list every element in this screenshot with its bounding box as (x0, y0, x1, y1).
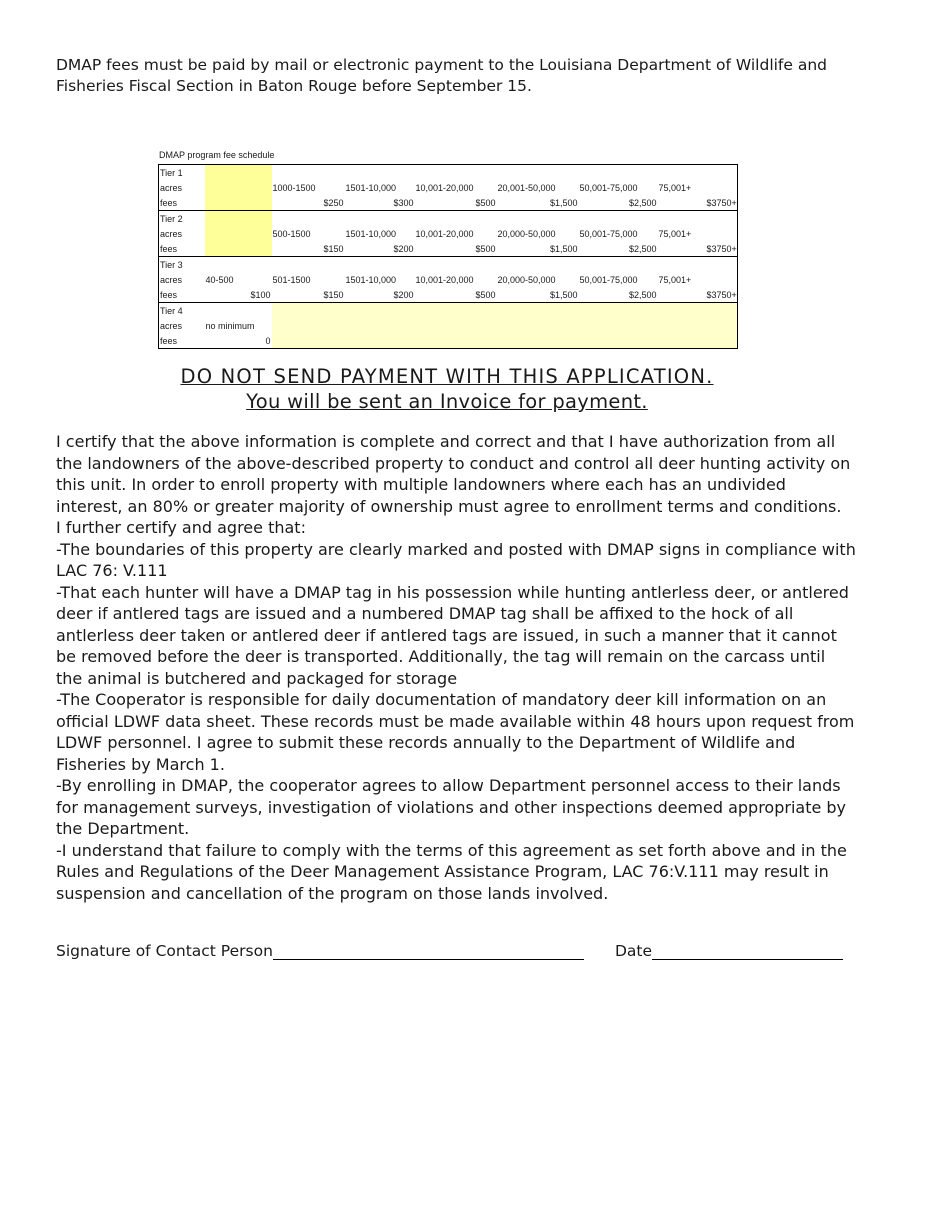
fee-row-tier-2-fees (159, 241, 738, 257)
empty-cell (706, 165, 738, 181)
empty-cell (497, 165, 579, 181)
fee-row-tier-1-name (159, 165, 738, 181)
row-label: fees (159, 333, 205, 349)
empty-cell (497, 303, 579, 319)
empty-cell (205, 257, 272, 273)
fee-amount (579, 333, 658, 349)
acres-range (272, 318, 345, 333)
acres-range: 75,001+ (658, 228, 692, 239)
acres-range (706, 318, 738, 333)
acres-range (205, 226, 272, 241)
fee-amount (706, 333, 738, 349)
acres-range (415, 318, 497, 333)
fee-amount: $500 (475, 197, 496, 208)
fee-row-tier-3-fees (159, 287, 738, 303)
fee-amount (658, 241, 706, 257)
fee-row-tier-2-acres (159, 226, 738, 241)
fee-row-tier-2-name (159, 211, 738, 227)
certification-paragraph: -By enrolling in DMAP, the cooperator agrees to allow Department personnel access to their lands for management surveys, investigation of violations and other inspections deemed appropriate by the Department. (56, 776, 847, 838)
acres-range (706, 272, 738, 287)
empty-cell (658, 303, 706, 319)
empty-cell (706, 211, 738, 227)
certification-paragraph: -That each hunter will have a DMAP tag in his possession while hunting antlerless deer, or antlered deer if antlered tags are issued and a numbered DMAP tag shall be affixed to the hock of all antlerless deer taken or antlered deer if antlered tags are issued, in such a manner that it cannot be removed before the deer is transported. Additionally, the tag will remain on the carcass until the animal is butchered and packaged for storage (56, 582, 849, 688)
empty-cell (345, 303, 415, 319)
acres-range: 75,001+ (658, 274, 692, 285)
acres-range (205, 180, 272, 195)
certification-paragraph: I further certify and agree that: (56, 518, 306, 537)
empty-cell (706, 257, 738, 273)
certification-paragraph: -I understand that failure to comply with the terms of this agreement as set forth above and in the Rules and Regulations of the Deer Management Assistance Program, LAC 76:V.111 may result in suspension and cancellation of the program on those lands involved. (56, 840, 847, 903)
tier-name: Tier 4 (159, 303, 205, 319)
row-label: fees (159, 195, 205, 211)
empty-cell (579, 303, 658, 319)
fee-amount: $500 (475, 243, 496, 254)
empty-cell (497, 211, 579, 227)
fee-row-tier-4-name (159, 303, 738, 319)
fee-amount: $3750+ (706, 241, 738, 257)
empty-cell (415, 303, 497, 319)
fee-amount (205, 195, 272, 211)
row-label: acres (159, 180, 205, 195)
fee-amount: $3750+ (706, 287, 738, 303)
acres-range: 50,001-75,000 (579, 274, 638, 285)
empty-cell (345, 257, 415, 273)
row-label: acres (159, 272, 205, 287)
contact-signature (56, 942, 584, 960)
tier-name: Tier 3 (159, 257, 205, 273)
invoice-notice: You will be sent an Invoice for payment. (246, 390, 648, 413)
fee-amount: $200 (393, 289, 414, 300)
empty-cell (579, 165, 658, 181)
acres-range: 1501-10,000 (345, 182, 397, 193)
acres-range: 50,001-75,000 (579, 228, 638, 239)
fee-row-tier-4-acres (159, 318, 738, 333)
fee-schedule-caption: DMAP program fee schedule (159, 150, 275, 160)
fee-row-tier-3-name (159, 257, 738, 273)
acres-range: 1000-1500 (272, 182, 316, 193)
fee-amount: $100 (250, 289, 271, 300)
fee-row-tier-1-fees (159, 195, 738, 211)
fee-amount (658, 333, 706, 349)
empty-cell (272, 303, 345, 319)
row-label: acres (159, 318, 205, 333)
empty-cell (205, 211, 272, 227)
fee-amount: $1,500 (549, 197, 578, 208)
date-label: Date (615, 942, 653, 960)
acres-range (658, 318, 706, 333)
acres-range: 40-500 (205, 274, 234, 285)
certification-paragraph: -The Cooperator is responsible for daily documentation of mandatory deer kill information on an official LDWF data sheet. These records must be made available within 48 hours upon request from LDWF personnel. I agree to submit these records annually to the Department of Wildlife and Fisheries by March 1. (56, 690, 855, 774)
contact-signature-line[interactable] (273, 942, 584, 960)
acres-range: 75,001+ (658, 182, 692, 193)
row-label: fees (159, 287, 205, 303)
acres-range: 10,001-20,000 (415, 274, 474, 285)
fee-amount: $250 (323, 197, 344, 208)
no-payment-notice: DO NOT SEND PAYMENT WITH THIS APPLICATION. (180, 365, 714, 388)
fee-amount (415, 333, 497, 349)
fee-amount: $1,500 (549, 243, 578, 254)
row-label: acres (159, 226, 205, 241)
contact-signature-label: Signature of Contact Person (56, 942, 273, 960)
acres-range: 50,001-75,000 (579, 182, 638, 193)
fee-amount: $500 (475, 289, 496, 300)
empty-cell (658, 211, 706, 227)
fee-row-tier-1-acres (159, 180, 738, 195)
acres-range: 500-1500 (272, 228, 311, 239)
certification-paragraph: I certify that the above information is complete and correct and that I have authorization from all the landowners of the above-described property to conduct and control all deer hunting activity on this unit. In order to enroll property with multiple landowners where each has an undivided interest, an 80% or greater majority of ownership must agree to enrollment terms and conditions. (56, 432, 851, 516)
fee-amount: $1,500 (549, 289, 578, 300)
fee-row-tier-3-acres (159, 272, 738, 287)
fee-amount: $2,500 (628, 197, 657, 208)
fee-amount: $200 (393, 243, 414, 254)
acres-range: 10,001-20,000 (415, 228, 474, 239)
acres-range: 20,001-50,000 (497, 182, 556, 193)
fee-amount: $3750+ (706, 195, 738, 211)
fee-amount: $150 (323, 243, 344, 254)
empty-cell (658, 165, 706, 181)
certification-paragraph: -The boundaries of this property are clearly marked and posted with DMAP signs in compliance with LAC 76: V.111 (56, 539, 856, 580)
empty-cell (415, 165, 497, 181)
acres-range (706, 180, 738, 195)
empty-cell (205, 165, 272, 181)
acres-range (497, 318, 579, 333)
empty-cell (345, 211, 415, 227)
fee-amount (658, 287, 706, 303)
acres-range: 1501-10,000 (345, 228, 397, 239)
acres-range (345, 318, 415, 333)
empty-cell (658, 257, 706, 273)
fee-payment-instructions: DMAP fees must be paid by mail or electronic payment to the Louisiana Department of Wildlife and Fisheries Fiscal Section in Baton Rouge before September 15. (56, 56, 828, 95)
fee-amount: $2,500 (628, 243, 657, 254)
acres-range: no minimum (205, 320, 255, 331)
acres-range (579, 318, 658, 333)
fee-amount (205, 241, 272, 257)
empty-cell (579, 257, 658, 273)
empty-cell (272, 211, 345, 227)
empty-cell (205, 303, 272, 319)
tier-name: Tier 2 (159, 211, 205, 227)
fee-amount (272, 333, 345, 349)
empty-cell (415, 211, 497, 227)
fee-amount: $300 (393, 197, 414, 208)
fee-amount (345, 333, 415, 349)
empty-cell (497, 257, 579, 273)
acres-range (706, 226, 738, 241)
acres-range: 10,001-20,000 (415, 182, 474, 193)
fee-row-tier-4-fees (159, 333, 738, 349)
row-label: fees (159, 241, 205, 257)
acres-range: 20,000-50,000 (497, 274, 556, 285)
empty-cell (345, 165, 415, 181)
date-line[interactable] (652, 942, 843, 960)
empty-cell (272, 165, 345, 181)
empty-cell (706, 303, 738, 319)
fee-amount: $150 (323, 289, 344, 300)
acres-range: 1501-10,000 (345, 274, 397, 285)
fee-amount: 0 (205, 333, 272, 349)
date-signature (615, 942, 843, 960)
empty-cell (415, 257, 497, 273)
fee-amount (658, 195, 706, 211)
fee-amount: $2,500 (628, 289, 657, 300)
fee-amount (497, 333, 579, 349)
certification-text (56, 431, 856, 904)
tier-name: Tier 1 (159, 165, 205, 181)
empty-cell (579, 211, 658, 227)
acres-range: 501-1500 (272, 274, 311, 285)
empty-cell (272, 257, 345, 273)
fee-schedule-table (158, 164, 738, 349)
acres-range: 20,000-50,000 (497, 228, 556, 239)
